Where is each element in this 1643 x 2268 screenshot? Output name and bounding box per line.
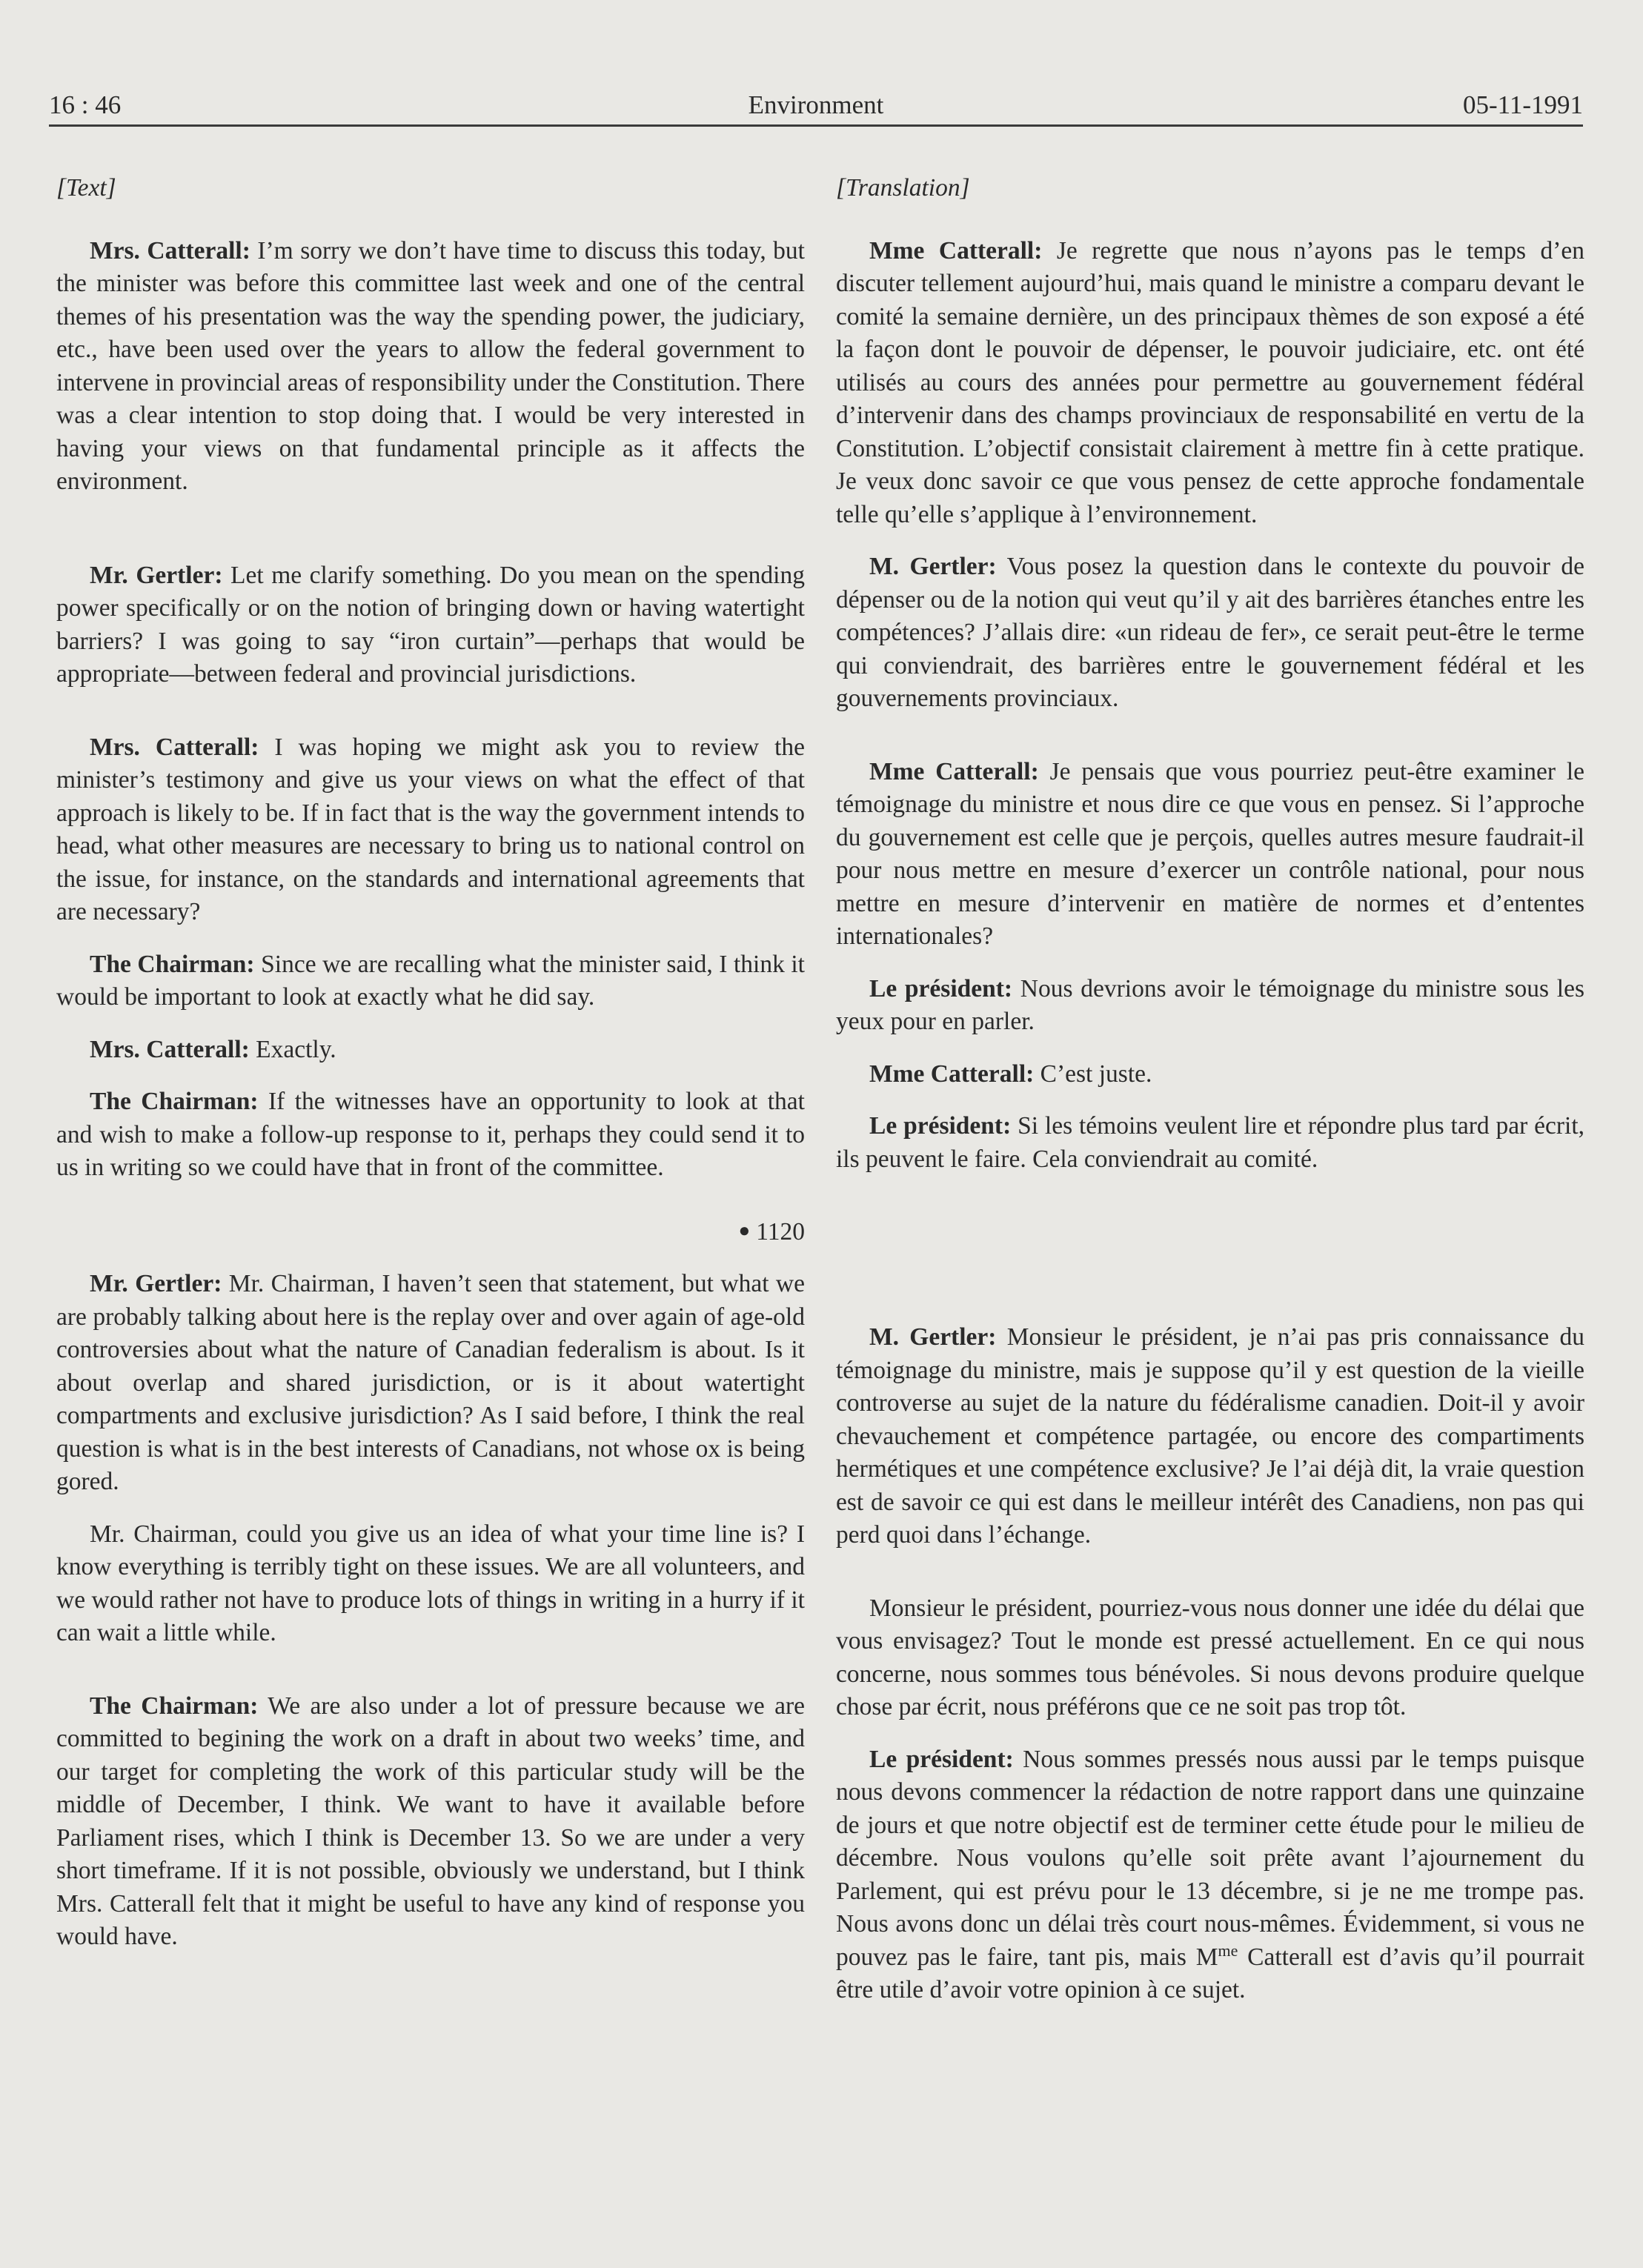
speech-text-tail: Catterall est d’avis qu’il pourrait être utile d’avoir votre opinion à ce sujet. xyxy=(836,1943,1585,2003)
speaker-name: Mr. Gertler: xyxy=(90,561,223,589)
speaker-name: Mr. Gertler: xyxy=(90,1270,222,1297)
speaker-name: Mme Catterall: xyxy=(869,757,1039,785)
paragraph-catterall-2-fr xyxy=(836,756,1584,954)
speech-text: Je regrette que nous n’ayons pas le temps d’en discuter tellement aujourd’hui, mais quand le ministre a comparu devant le comité la semaine dernière, un des principaux thèmes de son exposé a été la façon dont le pouvoir de dépenser, le pouvoir judiciaire, etc. ont été utilisés au cours des années pour permettre au gouvernement fédéral d’intervenir dans des champs provinciaux de responsabilité en vertu de la Constitution. L’objectif consistait clairement à mettre fin à cette pratique. Je veux donc savoir ce que vous pensez de cette approche fondamentale telle qu’elle s’applique à l’environnement. xyxy=(836,236,1584,528)
paragraph-chairman-2-fr xyxy=(836,1110,1584,1176)
speech-text: Mr. Chairman, I haven’t seen that statement, but what we are probably talking about here is the replay over and over again of age-old controversies about what the nature of Canadian federalism is about. Is it about overlap and shared jurisdiction, or is it about watertight compartments and exclusive jurisdiction? As I said before, I think the real question is what is in the best interests of Canadians, not whose ox is being gored. xyxy=(56,1270,805,1495)
paragraph-chairman-3-fr xyxy=(836,1743,1584,2007)
speech-text: Vous posez la question dans le contexte du pouvoir de dépenser ou de la notion qui veut qu’il y ait des barrières étanches entre les compétences? J’allais dire: «un rideau de fer», ce serait peut-être le terme qui conviendrait, des barrières entre le gouvernement fédéral et les gouvernements provinciaux. xyxy=(836,553,1584,712)
speaker-name: Mrs. Catterall: xyxy=(90,733,259,761)
speaker-name: M. Gertler: xyxy=(869,1323,997,1351)
paragraph-gertler-3-fr xyxy=(836,1592,1584,1724)
speaker-name: Mme Catterall: xyxy=(869,1060,1035,1088)
speech-text: C’est juste. xyxy=(1034,1060,1152,1088)
speech-text: Je pensais que vous pourriez peut-être examiner le témoignage du ministre et nous dire ce que vous en pensez. Si l’approche du gouvernement est celle que je perçois, quelles autres mesure faudrait-il pour nous mettre en mesure d’exercer un contrôle national, pour nous mettre en mesure d’intervenir en matière de normes et d’ententes internationales? xyxy=(836,757,1585,950)
paragraph-gertler-2 xyxy=(56,1268,805,1499)
speaker-name: The Chairman: xyxy=(90,1692,259,1720)
speech-text: Monsieur le président, pourriez-vous nous donner une idée du délai que vous envisagez? Tout le monde est pressé actuellement. En ce qui nous concerne, nous sommes tous bénévoles. Si nous devons produire quelque chose par écrit, nous préférons que ce ne soit pas trop tôt. xyxy=(836,1594,1584,1720)
title-superscript: me xyxy=(1218,1941,1238,1960)
running-title: Environment xyxy=(748,90,884,119)
speech-text: Since we are recalling what the minister said, I think it would be important to look at exactly what he did say. xyxy=(56,950,805,1011)
speaker-name: Mme Catterall: xyxy=(869,236,1043,265)
speech-text: Let me clarify something. Do you mean on the spending power specifically or on the notion of bringing down or having watertight barriers? I was going to say “iron curtain”—perhaps that would be appropriate—between federal and provincial jurisdictions. xyxy=(56,561,805,688)
speech-text: We are also under a lot of pressure because we are committed to begining the work on a draft in about two weeks’ time, and our target for completing the work of this particular study will be the middle of December, I think. We want to have it available before Parliament rises, which I think is December 13. So we are under a very short timeframe. If it is not possible, obviously we understand, but I think Mrs. Catterall felt that it might be useful to have any kind of response you would have. xyxy=(56,1692,805,1950)
speech-text: Exactly. xyxy=(249,1035,336,1063)
speaker-name: M. Gertler: xyxy=(869,553,997,580)
text-label: [Text] xyxy=(56,174,116,202)
page-number: 16 : 46 xyxy=(49,90,122,119)
speaker-name: Mrs. Catterall: xyxy=(90,1035,250,1063)
speech-text: If the witnesses have an opportunity to look at that and wish to make a follow-up response to it, perhaps they could send it to us in writing so we could have that in front of the committee. xyxy=(56,1088,805,1181)
paragraph-catterall-2 xyxy=(56,731,805,929)
speech-text: Mr. Chairman, could you give us an idea of what your time line is? I know everything is terribly tight on these issues. We are all volunteers, and we would rather not have to produce lots of things in writing in a hurry if it can wait a little while. xyxy=(56,1520,805,1646)
paragraph-catterall-1 xyxy=(56,235,805,499)
speech-text: Monsieur le président, je n’ai pas pris connaissance du témoignage du ministre, mais je suppose qu’il y est question de la vieille controverse au sujet de la nature du fédéralisme canadien. Doit-il y avoir chevauchement et compétence partagée, ou encore des compartiments hermétiques et une compétence exclusive? Je l’ai déjà dit, la vraie question est de savoir ce qui est dans le meilleur intérêt des Canadiens, non pas qui perd quoi dans l’échange. xyxy=(836,1323,1584,1549)
paragraph-gertler-3 xyxy=(56,1518,805,1650)
paragraph-gertler-2-fr xyxy=(836,1321,1584,1552)
speaker-name: Le président: xyxy=(869,974,1013,1002)
paragraph-chairman-2 xyxy=(56,1085,805,1185)
paragraph-chairman-1-fr xyxy=(836,973,1584,1039)
french-column xyxy=(836,172,1584,2007)
paragraph-gertler-1-fr xyxy=(836,551,1584,716)
speech-text: I was hoping we might ask you to review the minister’s testimony and give us your views on what the effect of that approach is likely to be. If in fact that is the way the government intends to head, what other measures are necessary to bring us to national control on the issue, for instance, on the standards and international agreements that are necessary? xyxy=(56,733,805,925)
paragraph-gertler-1 xyxy=(56,559,805,691)
paragraph-catterall-3 xyxy=(56,1034,805,1067)
speech-text: I’m sorry we don’t have time to discuss this today, but the minister was before this committee last week and one of the central themes of his presentation was the way the spending power, the judiciary, etc., have been used over the years to allow the federal government to intervene in provincial areas of responsibility under the Constitution. There was a clear intention to stop doing that. I would be very interested in having your views on that fundamental principle as it affects the environment. xyxy=(56,236,805,495)
translation-label: [Translation] xyxy=(836,174,970,202)
english-column xyxy=(56,172,805,1954)
paragraph-chairman-1 xyxy=(56,948,805,1014)
paragraph-chairman-3 xyxy=(56,1690,805,1954)
speaker-name: The Chairman: xyxy=(90,1088,259,1115)
page-header xyxy=(49,87,1583,127)
meeting-date: 05-11-1991 xyxy=(1462,90,1583,119)
bullet-icon: ● xyxy=(738,1219,751,1241)
time-marker-value: 1120 xyxy=(756,1217,805,1246)
speaker-name: Le président: xyxy=(869,1112,1012,1140)
speaker-name: Mrs. Catterall: xyxy=(90,236,250,265)
paragraph-catterall-1-fr xyxy=(836,235,1584,532)
speaker-name: Le président: xyxy=(869,1745,1014,1773)
speaker-name: The Chairman: xyxy=(90,950,255,978)
time-marker xyxy=(56,1214,805,1249)
speech-text: Nous sommes pressés nous aussi par le temps puisque nous devons commencer la rédaction de notre rapport dans une quinzaine de jours et que notre objectif est de terminer cette étude pour le milieu de décembre. Nous voulons qu’elle soit prête avant l’ajournement du Parlement, qui est prévu pour le 13 décembre, si je ne me trompe pas. Nous avons donc un délai très court nous-mêmes. Évidemment, si vous ne pouvez pas le faire, tant pis, mais M xyxy=(836,1745,1585,1971)
speech-text: Si les témoins veulent lire et répondre plus tard par écrit, ils peuvent le faire. Cela conviendrait au comité. xyxy=(836,1112,1584,1173)
speech-text: Nous devrions avoir le témoignage du ministre sous les yeux pour en parler. xyxy=(836,974,1584,1035)
paragraph-catterall-3-fr xyxy=(836,1058,1584,1091)
